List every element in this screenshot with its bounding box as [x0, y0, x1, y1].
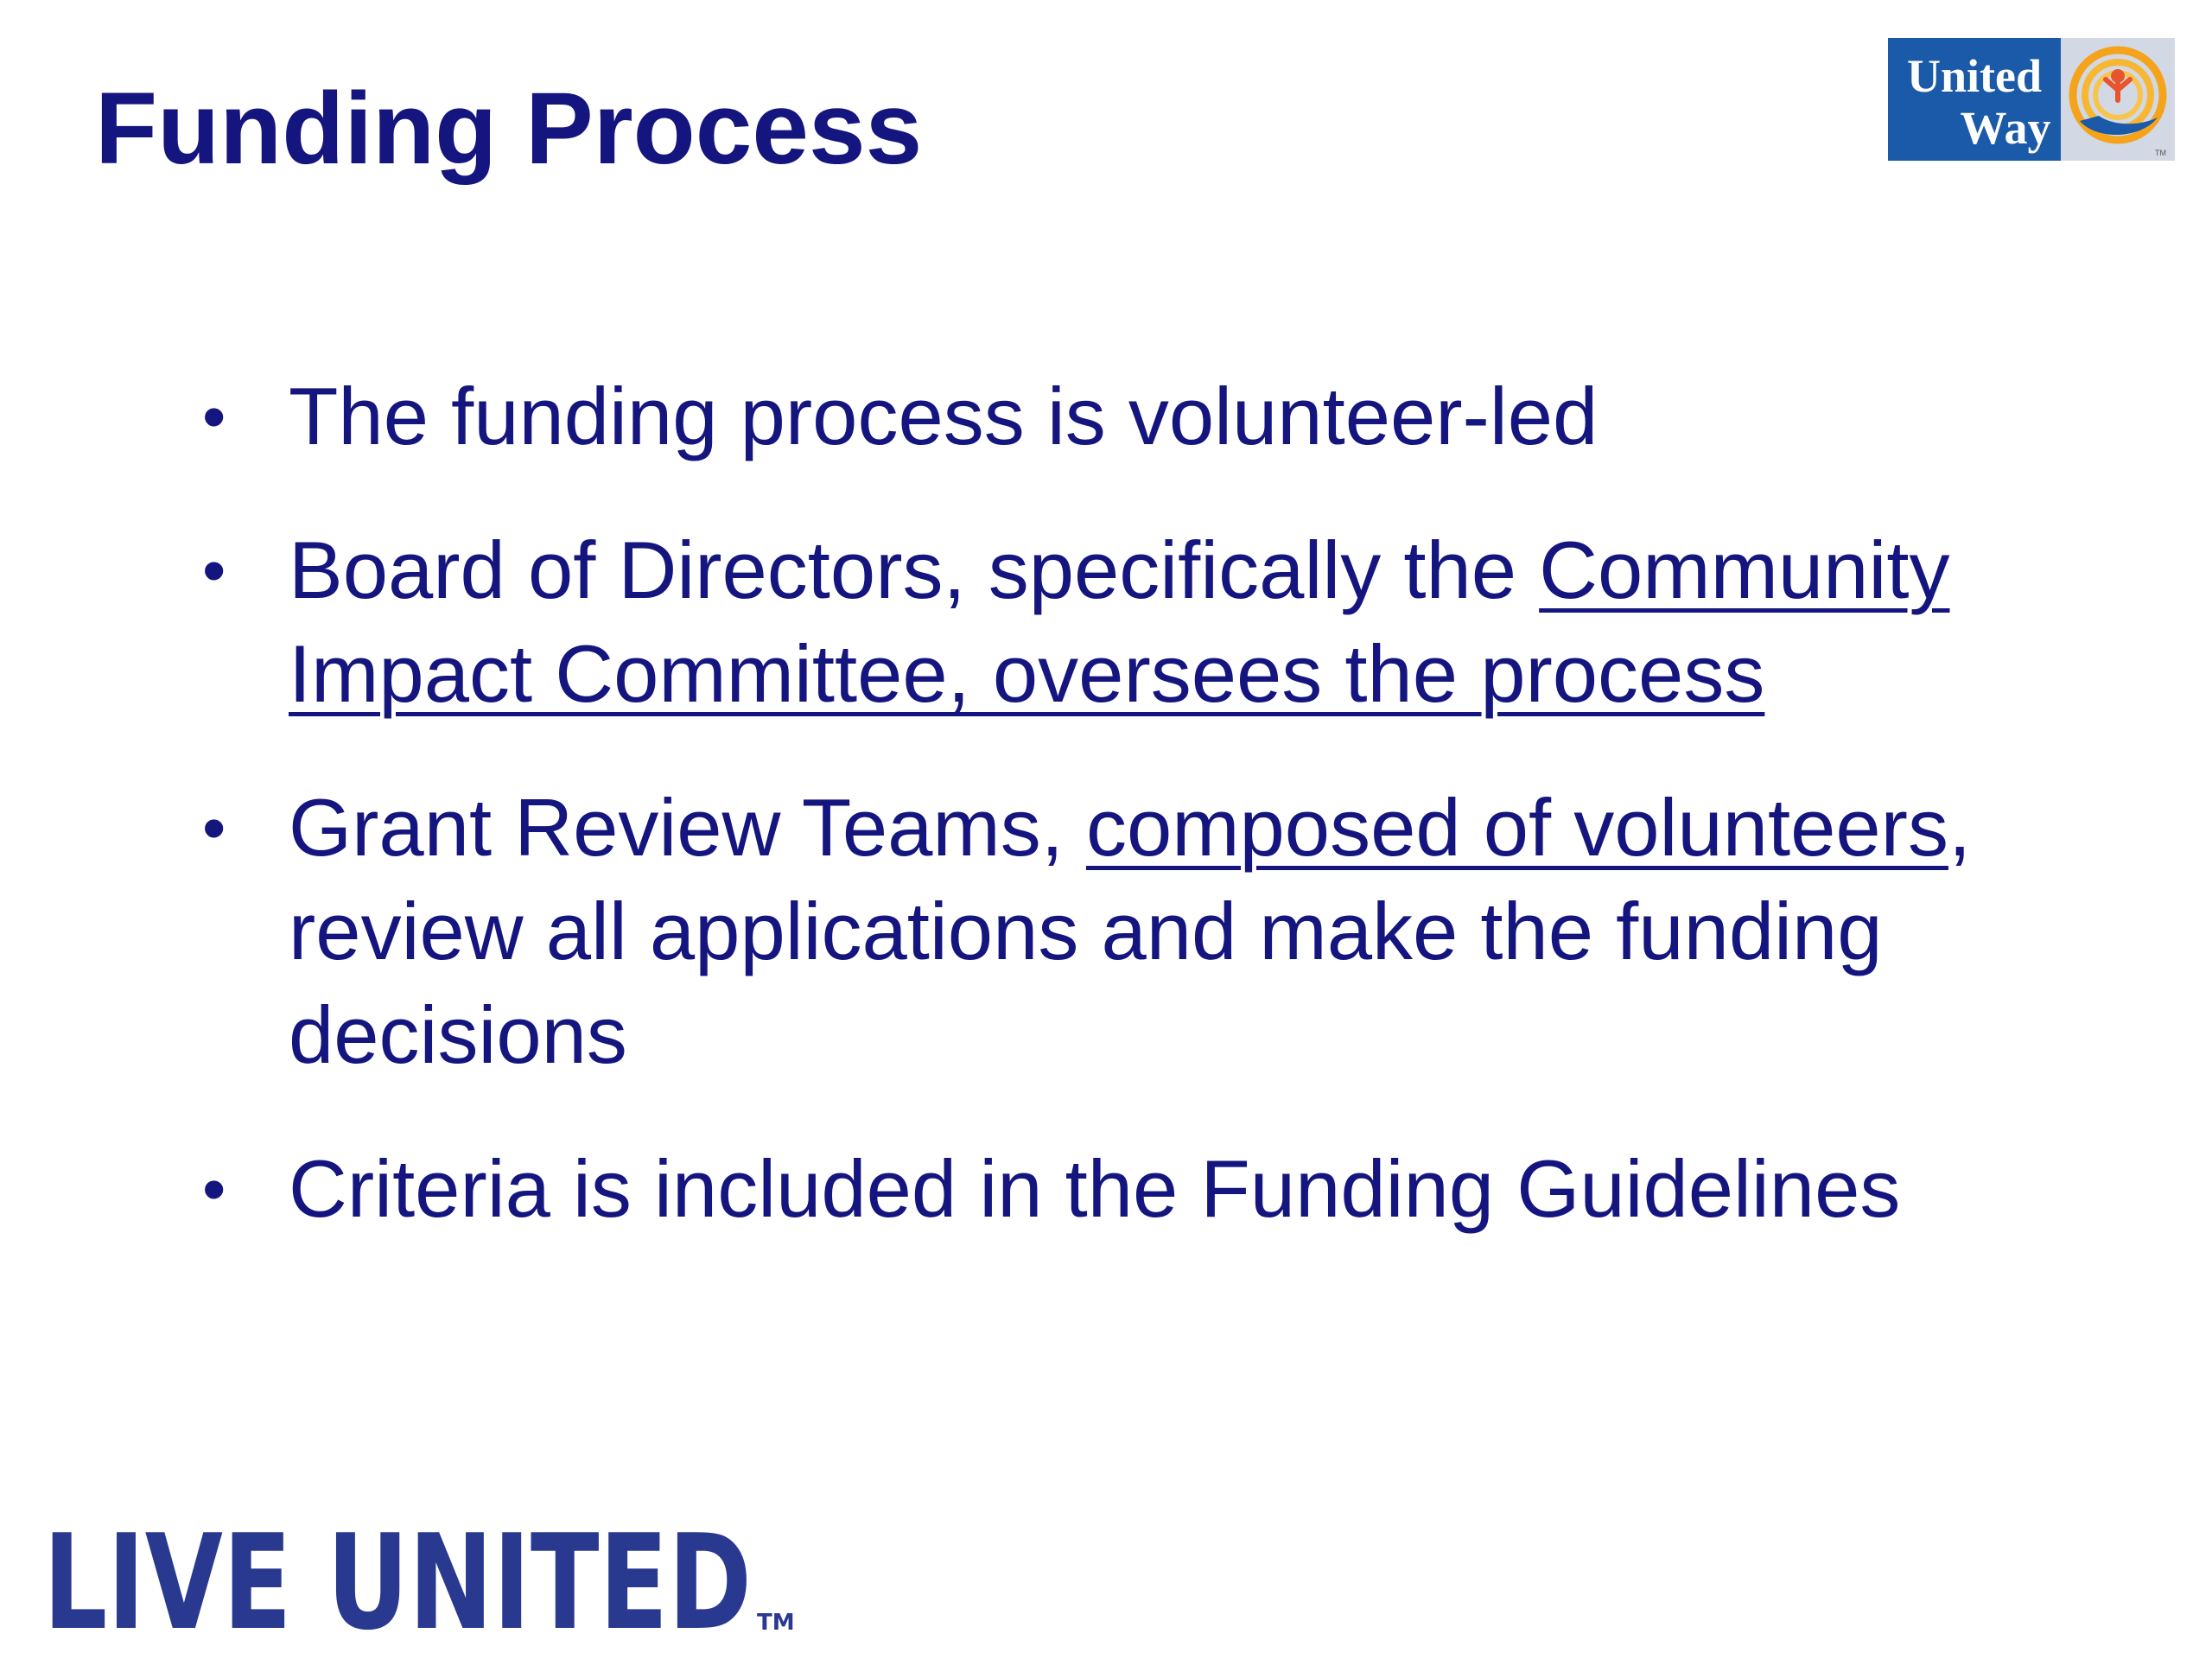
- united-way-logo: [1888, 38, 2175, 161]
- bullet-marker: •: [202, 1151, 226, 1227]
- underlined-text: composed of volunteers: [1085, 782, 1948, 873]
- logo-text-line2: Way: [1960, 102, 2051, 154]
- bullet-item: [199, 776, 2056, 1087]
- bullet-list: [199, 365, 2056, 1291]
- bullet-item: [199, 518, 2056, 726]
- bullet-marker: •: [202, 378, 226, 454]
- hand-rainbow-icon: [2073, 50, 2163, 140]
- bullet-text: , review all applications and make the funding decisions: [289, 782, 1972, 1080]
- bullet-text: Criteria is included in the Funding Guidelines: [289, 1143, 1901, 1234]
- bullet-marker: •: [202, 790, 226, 866]
- bullet-marker: •: [202, 532, 226, 608]
- underlined-text: Community Impact Committee, oversees the process: [289, 524, 1950, 719]
- slide-title: Funding Process: [95, 72, 923, 186]
- bullet-text: Board of Directors, specifically the: [289, 524, 1540, 615]
- logo-trademark: TM: [2155, 149, 2166, 157]
- bullet-item: [199, 365, 2056, 468]
- tagline-text: LIVE UNITED: [43, 1506, 752, 1643]
- bullet-text: The funding process is volunteer-led: [289, 371, 1599, 461]
- bullet-text: Grant Review Teams,: [289, 782, 1086, 873]
- logo-text-line1: United: [1906, 50, 2043, 102]
- tagline-trademark: TM: [757, 1610, 795, 1636]
- live-united-tagline: [43, 1488, 804, 1643]
- bullet-item: [199, 1137, 2056, 1241]
